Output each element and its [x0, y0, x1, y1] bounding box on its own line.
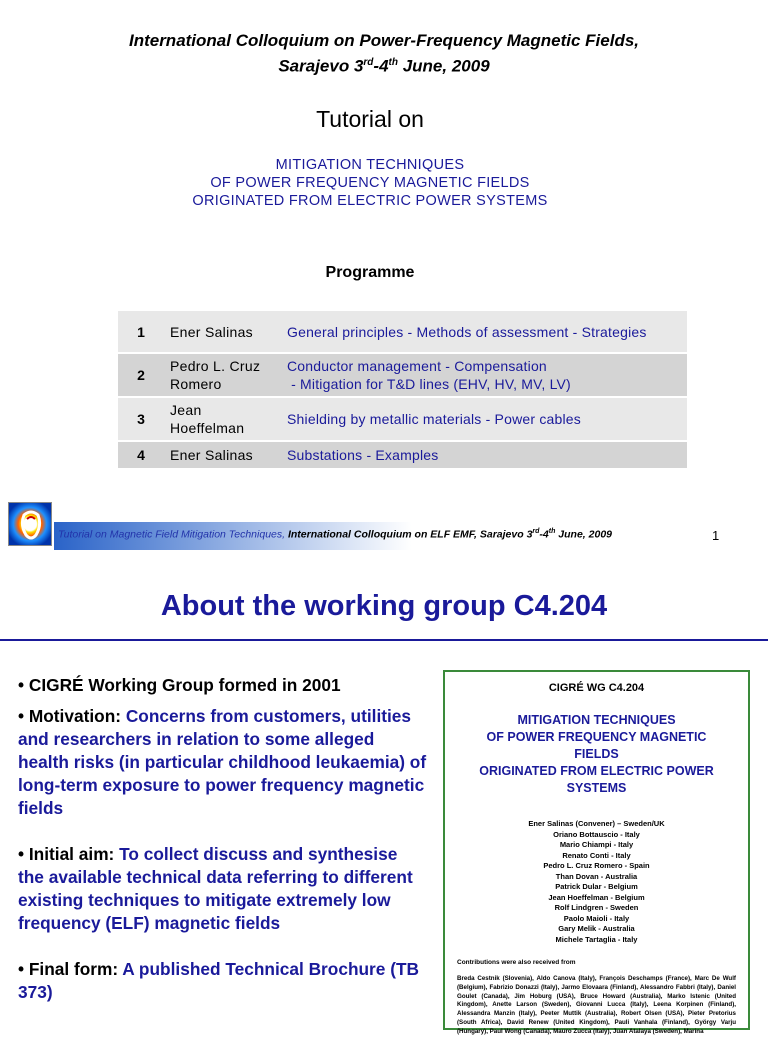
- title-divider: [0, 639, 768, 641]
- table-row: [118, 397, 687, 441]
- brochure-title-line: FIELDS: [574, 747, 619, 761]
- row-number: 1: [118, 311, 164, 353]
- row-number: 3: [118, 397, 164, 441]
- brochure-title-line: SYSTEMS: [566, 781, 627, 795]
- brochure-title-line: MITIGATION TECHNIQUES: [517, 713, 676, 727]
- bullet-label: • Initial aim:: [18, 844, 120, 864]
- row-topic: Shielding by metallic materials - Power cables: [281, 397, 687, 441]
- member-name: Paolo Maioli - Italy: [563, 913, 630, 923]
- bullet-motivation: [18, 705, 428, 820]
- brochure-title-line: OF POWER FREQUENCY MAGNETIC: [486, 730, 707, 744]
- bullet-formed: [18, 674, 428, 697]
- footer-sup-rd: rd: [532, 528, 540, 535]
- row-speaker: Jean Hoeffelman: [164, 397, 281, 441]
- bullet-label: • Final form:: [18, 959, 123, 979]
- footer-tutorial-title: Tutorial on Magnetic Field Mitigation Techniques,: [58, 528, 286, 541]
- footer-date-end: June, 2009: [555, 528, 612, 541]
- bullet-label: • Motivation:: [18, 706, 126, 726]
- member-name: Gary Melik - Australia: [558, 924, 635, 933]
- bullet-final-form: [18, 958, 428, 1004]
- magnetic-field-logo-icon: [8, 502, 52, 546]
- member-name: Jean Hoeffelman - Belgium: [548, 892, 645, 902]
- conf-sup-th: th: [388, 57, 398, 68]
- slide-title: About the working group C4.204: [160, 590, 608, 622]
- row-topic-line: Conductor management - Compensation: [287, 358, 547, 374]
- row-topic: [281, 353, 687, 397]
- row-topic-line: - Mitigation for T&D lines (EHV, HV, MV, LV): [287, 376, 571, 392]
- brochure-header: CIGRÉ WG C4.204: [548, 682, 645, 694]
- footer-text: [58, 528, 612, 541]
- topic-line: ORIGINATED FROM ELECTRIC POWER SYSTEMS: [192, 193, 548, 209]
- conf-month-year: June, 2009: [397, 56, 490, 76]
- bullet-text: A published Technical Brochure (TB 373): [18, 959, 419, 1002]
- brochure-contrib-list: Breda Cestnik (Slovenia), Aldo Canova (Italy), François Deschamps (France), Marc De Wulf (Belgium), Fabrizio Donazzi (Italy), Jarmo Elovaara (Finland), Alessandro Fabbri (Italy), Daniel Goulet (Canada), Jim Hoburg (USA), Bruce Howard (Australia), Marko Istenic (United Kingdom), Anette Larson (Sweden), Giovanni Lucca (Italy), Leena Korpinen (Finland), Alessandra Manzin (Italy), Peeter Muttik (Australia), Robert Olsen (USA), Pieter Pretorius (South Africa), David Renew (United Kingdom), Pauli Vanhala (Finland), György Varju (Hungary), Paul Wong (Canada), Mauro Zucca (Italy), Juan Atalaya (Sweden), Marina: [457, 975, 736, 1035]
- footer-sup-th: th: [548, 528, 556, 535]
- table-row: [118, 441, 687, 469]
- brochure-title-line: ORIGINATED FROM ELECTRIC POWER: [479, 764, 714, 778]
- programme-heading: Programme: [325, 264, 415, 281]
- footer-conference: International Colloquium on ELF EMF, Sarajevo 3: [285, 528, 533, 541]
- footer-dash: -4: [539, 528, 549, 541]
- tutorial-topic: [0, 156, 740, 210]
- tutorial-heading: Tutorial on: [316, 106, 424, 132]
- member-name: Mario Chiampi - Italy: [559, 840, 634, 849]
- brochure-cover: [443, 670, 750, 1035]
- member-name: Michele Tartaglia - Italy: [555, 934, 638, 944]
- row-number: 4: [118, 441, 164, 469]
- bullet-list: [18, 674, 428, 1004]
- row-number: 2: [118, 353, 164, 397]
- row-speaker: Ener Salinas: [164, 441, 281, 469]
- row-speaker: Ener Salinas: [164, 311, 281, 353]
- programme-table: [118, 311, 687, 470]
- table-row: [118, 353, 687, 397]
- conf-sup-rd: rd: [363, 57, 374, 68]
- table-row: [118, 311, 687, 353]
- conf-date-end: -4: [373, 56, 389, 76]
- conf-date-start: Sarajevo 3: [278, 56, 364, 76]
- bullet-text: • CIGRÉ Working Group formed in 2001: [18, 675, 341, 695]
- member-name: Than Dovan - Australia: [555, 871, 638, 881]
- bullet-text: Concerns from customers, utilities and researchers in relation to some alleged health risks (in particular childhood leukaemia) of long-term exposure to power frequency magnetic fields: [18, 706, 427, 818]
- conference-title: [0, 30, 768, 78]
- topic-line: MITIGATION TECHNIQUES: [275, 157, 465, 173]
- conference-line-1: International Colloquium on Power-Frequency Magnetic Fields,: [128, 31, 640, 50]
- brochure-contrib-heading: Contributions were also received from: [457, 959, 576, 966]
- topic-line: OF POWER FREQUENCY MAGNETIC FIELDS: [210, 175, 530, 191]
- member-name: Rolf Lindgren - Sweden: [554, 903, 639, 912]
- member-name: Oriano Bottauscio - Italy: [553, 829, 640, 839]
- brochure-members: [445, 819, 748, 945]
- slide-footer: [0, 498, 768, 550]
- conference-line-2: [0, 52, 768, 78]
- member-name: Ener Salinas (Convener) – Sweden/UK: [528, 819, 665, 828]
- member-name: Patrick Dular - Belgium: [555, 882, 638, 891]
- bullet-text: To collect discuss and synthesise the available technical data referring to different existing techniques to mitigate extremely low frequency (ELF) magnetic fields: [18, 844, 413, 933]
- member-name: Renato Conti - Italy: [562, 850, 631, 860]
- row-speaker: Pedro L. Cruz Romero: [164, 353, 281, 397]
- brochure-title: [445, 712, 748, 797]
- row-topic: Substations - Examples: [281, 441, 687, 469]
- page-number: 1: [712, 528, 720, 543]
- slide-2: [0, 560, 768, 1035]
- bullet-initial-aim: [18, 843, 428, 935]
- row-topic: General principles - Methods of assessment - Strategies: [281, 311, 687, 353]
- member-name: Pedro L. Cruz Romero - Spain: [543, 861, 650, 870]
